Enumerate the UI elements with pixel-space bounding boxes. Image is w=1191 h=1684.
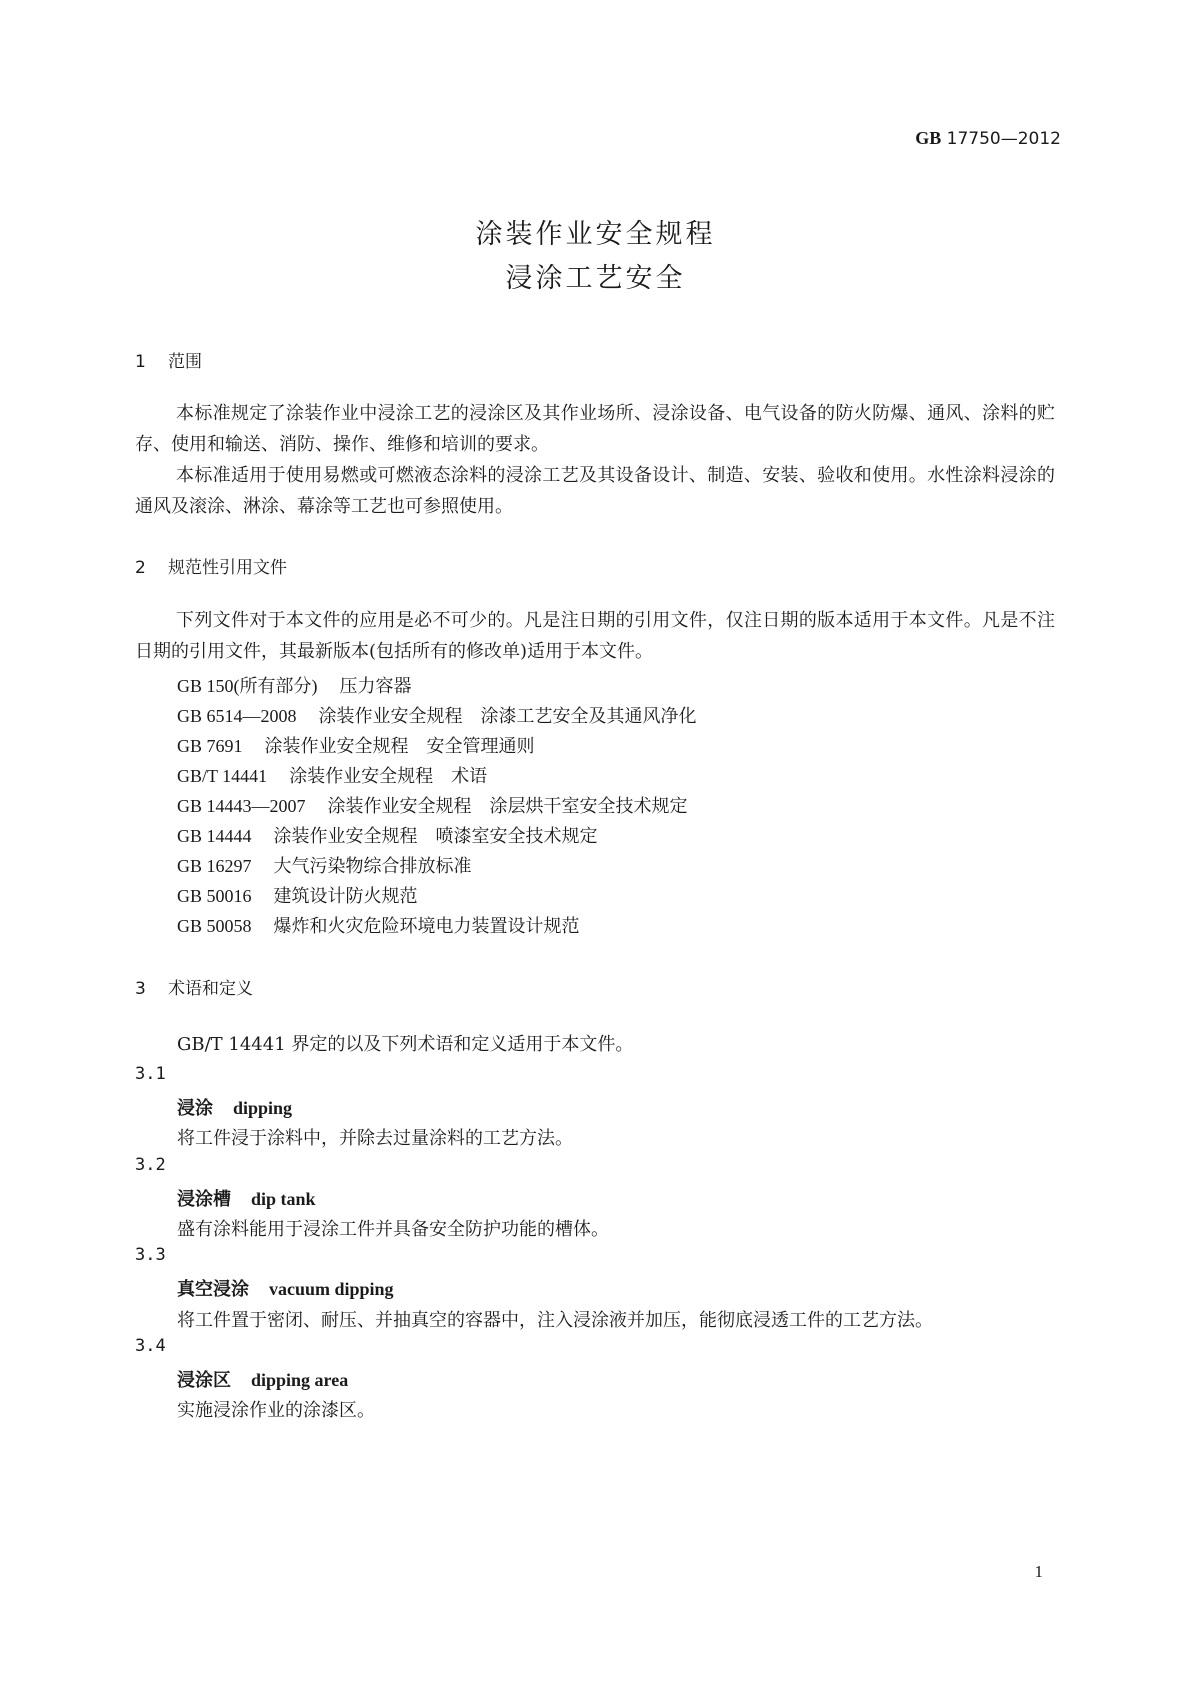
reference-code: GB 14443—2007 — [177, 796, 306, 816]
reference-item — [177, 672, 412, 698]
term-number: 3.4 — [135, 1336, 166, 1356]
section-3-heading — [135, 974, 253, 999]
standard-prefix: GB — [915, 128, 942, 148]
document-title: 涂装作业安全规程 — [475, 219, 716, 250]
paragraph: 本标准适用于使用易燃或可燃液态涂料的浸涂工艺及其设备设计、制造、安装、验收和使用。水性涂料浸涂的通风及滚涂、淋涂、幕涂等工艺也可参照使用。 — [135, 465, 1055, 517]
term-heading — [177, 1366, 348, 1392]
term-zh: 浸涂 — [177, 1098, 213, 1119]
reference-title: 大气污染物综合排放标准 — [273, 856, 472, 877]
reference-code: GB 16297 — [177, 856, 252, 876]
standard-number — [915, 128, 1061, 149]
section-3-intro: GB/T 14441 界定的以及下列术语和定义适用于本文件。 — [177, 1034, 634, 1055]
term-definition: 实施浸涂作业的涂漆区。 — [177, 1400, 375, 1421]
reference-code: GB/T 14441 — [177, 766, 268, 786]
reference-item — [177, 702, 697, 728]
reference-title: 爆炸和火灾危险环境电力装置设计规范 — [273, 916, 580, 937]
section-number: 1 — [135, 352, 146, 372]
term-heading — [177, 1185, 316, 1211]
term-en: dip tank — [251, 1189, 316, 1209]
term-number: 3.3 — [135, 1245, 166, 1265]
section-title: 范围 — [168, 352, 202, 372]
term-en: dipping area — [251, 1370, 349, 1390]
term-en: vacuum dipping — [269, 1279, 394, 1299]
term-definition: 将工件置于密闭、耐压、并抽真空的容器中，注入浸涂液并加压，能彻底浸透工件的工艺方法。 — [177, 1310, 933, 1331]
page-number: 1 — [1034, 1562, 1043, 1581]
reference-code: GB 14444 — [177, 826, 252, 846]
term-zh: 浸涂区 — [177, 1370, 231, 1391]
reference-code: GB 50058 — [177, 916, 252, 936]
term-en: dipping — [233, 1098, 293, 1118]
reference-code: GB 7691 — [177, 736, 243, 756]
term-heading — [177, 1094, 292, 1120]
section-2-intro — [135, 605, 1055, 667]
reference-title: 涂装作业安全规程 术语 — [289, 766, 488, 787]
paragraph: 下列文件对于本文件的应用是必不可少的。凡是注日期的引用文件，仅注日期的版本适用于本文件。凡是不注日期的引用文件，其最新版本(包括所有的修改单)适用于本文件。 — [135, 610, 1055, 662]
term-number: 3.1 — [135, 1064, 166, 1084]
reference-item — [177, 882, 418, 908]
term-definition: 将工件浸于涂料中，并除去过量涂料的工艺方法。 — [177, 1128, 573, 1149]
reference-title: 涂装作业安全规程 涂层烘干室安全技术规定 — [327, 796, 688, 817]
term-definition: 盛有涂料能用于浸涂工件并具备安全防护功能的槽体。 — [177, 1219, 609, 1240]
term-heading — [177, 1275, 394, 1301]
standard-code: 17750—2012 — [946, 129, 1061, 149]
term-number: 3.2 — [135, 1155, 166, 1175]
section-1-heading — [135, 347, 202, 372]
term-zh: 浸涂槽 — [177, 1189, 231, 1210]
reference-title: 建筑设计防火规范 — [273, 886, 418, 907]
reference-item — [177, 912, 580, 938]
section-1-body — [135, 398, 1055, 522]
reference-item — [177, 822, 598, 848]
reference-title: 涂装作业安全规程 喷漆室安全技术规定 — [273, 826, 598, 847]
document-subtitle: 浸涂工艺安全 — [505, 263, 686, 294]
reference-item — [177, 732, 535, 758]
reference-code: GB 150(所有部分) — [177, 676, 318, 696]
section-number: 3 — [135, 979, 146, 999]
reference-item — [177, 792, 688, 818]
term-zh: 真空浸涂 — [177, 1279, 249, 1300]
section-number: 2 — [135, 558, 146, 578]
reference-title: 压力容器 — [339, 676, 412, 697]
reference-item — [177, 852, 472, 878]
reference-title: 涂装作业安全规程 涂漆工艺安全及其通风净化 — [318, 706, 697, 727]
paragraph: 本标准规定了涂装作业中浸涂工艺的浸涂区及其作业场所、浸涂设备、电气设备的防火防爆、通风、涂料的贮存、使用和输送、消防、操作、维修和培训的要求。 — [135, 403, 1055, 455]
reference-code: GB 50016 — [177, 886, 252, 906]
section-2-heading — [135, 553, 287, 578]
reference-item — [177, 762, 487, 788]
reference-title: 涂装作业安全规程 安全管理通则 — [264, 736, 535, 757]
reference-code: GB 6514—2008 — [177, 706, 297, 726]
section-title: 术语和定义 — [168, 979, 253, 999]
section-title: 规范性引用文件 — [168, 558, 287, 578]
